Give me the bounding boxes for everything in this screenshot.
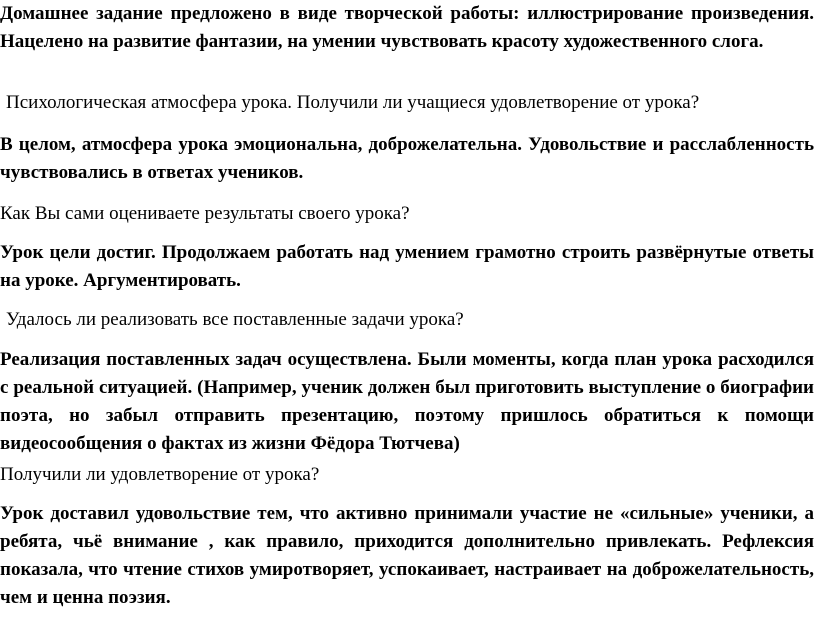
answer-tasks: Реализация поставленных задач осуществлена. Были моменты, когда план урока расходился с реальной ситуацией. (Например, ученик должен был приготовить выступление о биографии поэта, но забыл отправить презентацию, поэтому пришлось обратиться к помощи видеосообщения о фактах из жизни Фёдора Тютчева) — [0, 349, 814, 454]
homework-paragraph: Домашнее задание предложено в виде творческой работы: иллюстрирование произведения. Нацелено на развитие фантазии, на умении чувствовать красоту художественного слога. — [0, 3, 814, 52]
answer-results: Урок цели достиг. Продолжаем работать над умением грамотно строить развёрнутые ответы на уроке. Аргументировать. — [0, 242, 814, 291]
question-satisfaction: Получили ли удовлетворение от урока? — [0, 464, 320, 485]
question-results: Как Вы сами оцениваете результаты своего урока? — [0, 203, 410, 224]
answer-atmosphere: В целом, атмосфера урока эмоциональна, доброжелательна. Удовольствие и расслабленность чувствовались в ответах учеников. — [0, 134, 814, 183]
question-atmosphere: Психологическая атмосфера урока. Получили ли учащиеся удовлетворение от урока? — [6, 92, 700, 113]
answer-satisfaction: Урок доставил удовольствие тем, что активно принимали участие не «сильные» ученики, а ребята, чьё внимание , как правило, приходится дополнительно привлекать. Рефлексия показала, что чтение стихов умиротворяет, успокаивает, настраивает на доброжелательность, чем и ценна поэзия. — [0, 503, 814, 608]
question-tasks: Удалось ли реализовать все поставленные задачи урока? — [6, 309, 464, 330]
